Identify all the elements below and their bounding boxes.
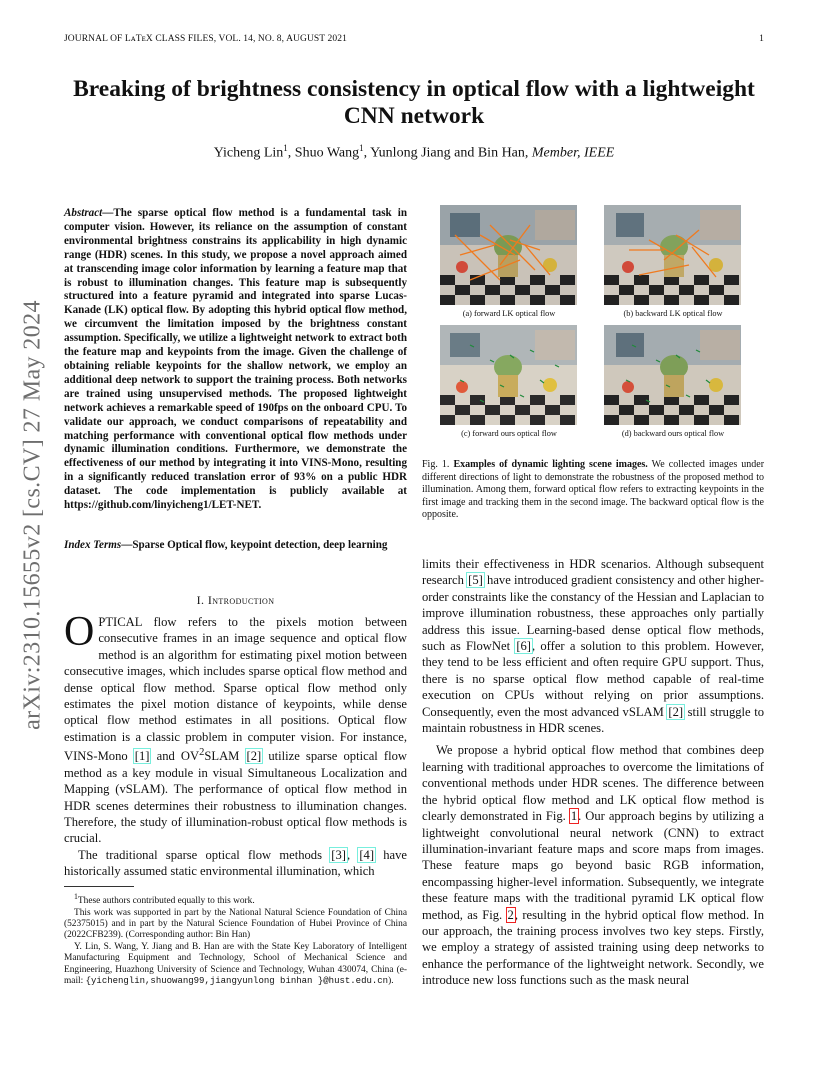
citation-link[interactable]: [3]: [331, 847, 346, 862]
footnote-equal-contribution: [64, 891, 407, 908]
paragraph-text: SLAM: [204, 749, 246, 764]
index-terms-text: —Sparse Optical flow, keypoint detection, deep learning: [121, 539, 388, 551]
figure-image-forward-lk: [440, 205, 577, 305]
drop-cap: O: [64, 609, 95, 655]
page-number: 1: [759, 34, 764, 44]
figure-caption: [422, 459, 764, 522]
email-addresses[interactable]: {yichenglin,shuowang99,jiangyunlong binhan }@hust.edu.cn: [85, 975, 389, 986]
paragraph-text: have introduced gradient consistency and other higher-order constraints like the constancy of the Hessian and Laplacian to improve illumination robustness, these approaches only partially address this issue. Learning-based dense optical flow methods, such as FlowNet: [422, 573, 764, 654]
footnote-text: ).: [388, 975, 394, 986]
figure-image-forward-ours: [440, 325, 577, 425]
citation-link[interactable]: [2]: [246, 749, 262, 764]
paragraph-text: utilize sparse optical flow method as a key module in visual Simultaneous Localization and Mapping (vSLAM). The performance of optical flow method in HDR scenes determines their robustness to illumination changes. Therefore, the study of illumination-robust optical flow methods is crucial.: [64, 749, 407, 846]
citation-link[interactable]: [4]: [359, 847, 375, 862]
paragraph-text: , offer a solution to this problem. However, they tend to be less efficient and often require GPU support. Thus, there is no sparse optical flow method capable of real-time execution on CPUs without relying on prior assumptions. Consequently, even the most advanced vSLAM: [422, 639, 764, 719]
arxiv-identifier: arXiv:2310.15655v2 [cs.CV] 27 May 2024: [19, 300, 46, 730]
footnote-rule: [64, 886, 134, 887]
paragraph-text: and OV: [150, 749, 200, 764]
figure-label: Fig. 1.: [422, 459, 450, 470]
footnotes: [64, 891, 407, 987]
abstract-label: Abstract: [64, 207, 103, 219]
paragraph-text: PTICAL flow refers to the pixels motion between consecutive frames in an image sequence and optical flow method is an algorithm for estimating pixel motion between consecutive images, which includes sparse optical flow method and dense optical flow method. Sparse optical flow method only estimates the pixel motion distance of keypoints, while dense optical flow method estimates in all positions. Optical flow estimation is a classic problem in computer vision. For instance, VINS-Mono: [64, 615, 407, 764]
running-header: [64, 34, 764, 44]
section-title: Introduction: [207, 593, 275, 607]
subcaption-c: (c) forward ours optical flow: [461, 429, 557, 438]
figure-reference-link[interactable]: 2: [507, 907, 514, 922]
paragraph-text: ,: [346, 847, 359, 862]
abstract: [64, 207, 407, 513]
subcaption-b: (b) backward LK optical flow: [623, 309, 723, 318]
right-column: [422, 556, 764, 989]
footnote-text: These authors contributed equally to this work.: [77, 896, 255, 907]
paragraph-text: have historically assumed static environmental illumination, which: [64, 847, 408, 879]
arxiv-stamp: [10, 265, 56, 765]
citation-link[interactable]: [6]: [516, 639, 531, 654]
author-membership: Member, IEEE: [531, 145, 615, 161]
author-name: Yicheng Lin: [213, 145, 284, 161]
paragraph-text: limits their effectiveness in HDR scenarios. Although subsequent research: [422, 557, 764, 588]
body-paragraph: [422, 556, 764, 736]
subcaption-d: (d) backward ours optical flow: [621, 429, 725, 438]
intro-paragraph-1: [64, 609, 407, 847]
paragraph-text: We propose a hybrid optical flow method that combines deep learning with traditional approaches to overcome the limitations of conventional methods under HDR scenes. The difference between the hybrid optical flow method and LK optical flow method is clearly demonstrated in Fig.: [422, 743, 764, 824]
running-title: JOURNAL OF LᴀTᴇX CLASS FILES, VOL. 14, NO. 8, AUGUST 2021: [64, 34, 347, 44]
footnote-mark: 1: [74, 892, 78, 901]
figure-caption-text: We collected images under different directions of light to demonstrate the robustness of the proposed method to illumination. Among them, forward optical flow refers to extracting keypoints in the first image and tracking them in the second image. The backward optical flow is the opposite.: [422, 459, 765, 521]
paper-title: Breaking of brightness consistency in optical flow with a lightweight CNN network: [73, 76, 755, 129]
body-paragraph: [422, 742, 764, 988]
index-terms: [64, 539, 407, 553]
citation-link[interactable]: [1]: [134, 749, 150, 764]
figure-reference-link[interactable]: 1: [570, 809, 578, 824]
section-heading: [64, 593, 407, 608]
intro-paragraph-2: [64, 847, 407, 880]
author-name: , Shuo Wang: [287, 145, 360, 161]
figure-image-backward-lk: [604, 205, 741, 305]
paragraph-text: still struggle to maintain robustness in HDR scenes.: [422, 704, 764, 736]
paragraph-text: . Our approach begins by utilizing a lightweight convolutional neural network (CNN) to extract illumination-invariant feature maps and score maps from images. These feature maps go beyond basic RGB information, encompassing higher-level information. Subsequently, we integrate these feature maps with the traditional pyramid LK optical flow method, as Fig.: [422, 809, 764, 922]
footnote-affiliation: [64, 942, 407, 988]
figure-1: [440, 205, 746, 445]
superscript: 2: [199, 747, 205, 759]
figure-image-backward-ours: [604, 325, 741, 425]
abstract-text: —The sparse optical flow method is a fundamental task in computer vision. However, its reliance on the assumption of constant environmental brightness constrains its applicability in high dynamic range (HDR) scenes. In this study, we propose a novel approach aimed at transcending image color information by learning a feature map that is robust to illumination changes. This feature map is subsequently structured into a feature pyramid and integrated into sparse Lucas-Kanade (LK) optical flow. By adopting this hybrid optical flow method, we circumvent the limitation imposed by the brightness constant assumption. Specifically, we utilize a lightweight network to extract both the feature map and keypoints from the image. Given the challenge of obtaining reliable keypoints for the shallow network, we employ an additional deep network to support the training process. Both networks are trained using unsupervised methods. The proposed lightweight network achieves a remarkable speed of 190fps on the onboard CPU. To validate our approach, we conduct comparisons of repeatability and matching performance with conventional optical flow methods under dynamic illumination conditions. Furthermore, we demonstrate the effectiveness of our method by integrating it into VINS-Mono, resulting in a significantly reduced translation error of 93% on a public HDR dataset. The code implementation is publicly available at https://github.com/linyicheng1/LET-NET.: [64, 207, 407, 512]
intro-column: [64, 609, 408, 880]
index-terms-label: Index Terms: [64, 539, 122, 551]
citation-link[interactable]: [2]: [668, 704, 684, 719]
footnote-funding: This work was supported in part by the National Natural Science Foundation of China (52375015) and in part by the Natural Science Foundation of Hubei Province of China (2022CFB239). (Corresponding author: Bin Han): [64, 907, 407, 941]
author-name: , Yunlong Jiang and Bin Han,: [363, 145, 532, 161]
paragraph-text: The traditional sparse optical flow methods: [78, 847, 331, 862]
author-affiliation-mark: 1: [283, 143, 288, 153]
subcaption-a: (a) forward LK optical flow: [462, 309, 556, 318]
section-number: I.: [196, 593, 208, 607]
footnote-text: Y. Lin, S. Wang, Y. Jiang and B. Han are with the State Key Laboratory of Intelligent Manufacturing Equipment and Technology, School of Mechanical Science and Engineering, Huazhong University of Science and Technology, Wuhan 430074, China (e-mail:: [64, 941, 407, 986]
citation-link[interactable]: [5]: [468, 573, 483, 588]
author-affiliation-mark: 1: [359, 143, 364, 153]
paragraph-text: , resulting in the hybrid optical flow method. In our approach, the training process involves two key steps. Firstly, we employ a strategy of assisted training using deep networks to enhance the performance of the lightweight network. Secondly, we introduce new loss functions such as the mask neural: [422, 907, 764, 988]
figure-caption-title: Examples of dynamic lighting scene images.: [453, 459, 648, 470]
author-list: [60, 143, 768, 162]
